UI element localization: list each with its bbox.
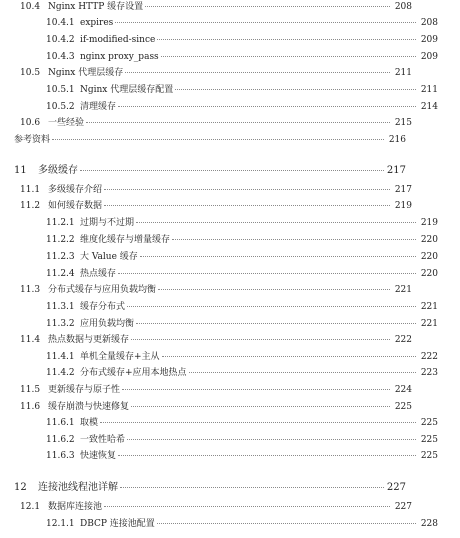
entry-title: 更新缓存与原子性 xyxy=(48,385,121,395)
entry-title: 分布式缓存+应用本地热点 xyxy=(80,368,187,378)
dot-leader xyxy=(131,405,390,407)
entry-number: 10.5.1 xyxy=(46,85,75,95)
chapter-page: 227 xyxy=(386,482,406,493)
entry-page: 209 xyxy=(420,35,438,45)
toc-entry[interactable] xyxy=(0,269,460,280)
toc-entry[interactable] xyxy=(0,519,460,530)
entry-number: 10.4 xyxy=(20,2,41,12)
dot-leader xyxy=(120,486,384,488)
entry-page: 211 xyxy=(420,85,438,95)
entry-title: 多级缓存介绍 xyxy=(48,185,103,195)
entry-number: 10.4.1 xyxy=(46,18,75,28)
entry-title: nginx proxy_pass xyxy=(80,52,159,62)
entry-page: 224 xyxy=(394,385,412,395)
toc-entry[interactable] xyxy=(0,201,434,212)
entry-page: 217 xyxy=(394,185,412,195)
entry-title: 热点数据与更新缓存 xyxy=(48,335,130,345)
entry-title: DBCP 连接池配置 xyxy=(80,519,155,529)
entry-title: 如何缓存数据 xyxy=(48,201,103,211)
entry-number: 11.5 xyxy=(20,385,41,395)
entry-title: 分布式缓存与应用负载均衡 xyxy=(48,285,157,295)
entry-title: 一些经验 xyxy=(48,118,85,128)
entry-number: 11.2.1 xyxy=(46,218,75,228)
toc-entry[interactable] xyxy=(0,451,460,462)
dot-leader xyxy=(127,438,416,440)
entry-title: Nginx HTTP 缓存设置 xyxy=(48,2,144,12)
entry-number: 11.1 xyxy=(20,185,41,195)
toc-entry[interactable] xyxy=(0,302,460,313)
toc-entry[interactable] xyxy=(0,285,434,296)
entry-page: 221 xyxy=(420,319,438,329)
entry-number: 11.4.1 xyxy=(46,352,75,362)
toc-entry[interactable] xyxy=(0,418,460,429)
dot-leader xyxy=(118,454,416,456)
entry-number: 12.1.1 xyxy=(46,519,75,529)
toc-entry[interactable] xyxy=(0,319,460,330)
dot-leader xyxy=(125,71,390,73)
chapter-page: 217 xyxy=(386,165,406,176)
entry-page: 214 xyxy=(420,102,438,112)
entry-title: 快速恢复 xyxy=(80,451,117,461)
dot-leader xyxy=(140,255,416,257)
entry-page: 220 xyxy=(420,252,438,262)
entry-page: 225 xyxy=(420,418,438,428)
entry-number: 10.6 xyxy=(20,118,41,128)
toc-entry[interactable] xyxy=(0,35,460,46)
toc-entry[interactable] xyxy=(0,385,434,396)
toc-chapter[interactable] xyxy=(0,165,428,176)
dot-leader xyxy=(162,355,416,357)
entry-title: expires xyxy=(80,18,114,28)
dot-leader xyxy=(118,105,416,107)
dot-leader xyxy=(115,21,416,23)
toc-entry[interactable] xyxy=(0,185,434,196)
toc-chapter[interactable] xyxy=(0,482,428,493)
entry-title: 单机全量缓存+主从 xyxy=(80,352,160,362)
entry-number: 12.1 xyxy=(20,502,41,512)
entry-page: 220 xyxy=(420,235,438,245)
dot-leader xyxy=(136,221,416,223)
chapter-title: 多级缓存 xyxy=(38,165,78,176)
toc-entry[interactable] xyxy=(0,135,428,146)
entry-page: 208 xyxy=(394,2,412,12)
entry-title: Nginx 代理层缓存配置 xyxy=(80,85,174,95)
dot-leader xyxy=(104,204,390,206)
toc-entry[interactable] xyxy=(0,252,460,263)
dot-leader xyxy=(157,522,416,524)
dot-leader xyxy=(158,288,390,290)
entry-number: 10.4.3 xyxy=(46,52,75,62)
entry-number: 11.4.2 xyxy=(46,368,75,378)
toc-entry[interactable] xyxy=(0,352,460,363)
toc-entry[interactable] xyxy=(0,335,434,346)
dot-leader xyxy=(104,505,390,507)
entry-page: 225 xyxy=(420,451,438,461)
entry-title: 数据库连接池 xyxy=(48,502,103,512)
entry-number: 11.2 xyxy=(20,201,41,211)
entry-page: 220 xyxy=(420,269,438,279)
entry-title: 缓存分布式 xyxy=(80,302,126,312)
dot-leader xyxy=(175,88,416,90)
toc-entry[interactable] xyxy=(0,502,434,513)
dot-leader xyxy=(131,338,390,340)
entry-page: 211 xyxy=(394,68,412,78)
dot-leader xyxy=(136,322,416,324)
entry-title: 过期与不过期 xyxy=(80,218,135,228)
entry-title: 大 Value 缓存 xyxy=(80,252,138,262)
toc-entry[interactable] xyxy=(0,52,460,63)
toc-entry[interactable] xyxy=(0,235,460,246)
chapter-number: 12 xyxy=(14,482,27,493)
toc-entry[interactable] xyxy=(0,2,434,13)
entry-title: 参考资料 xyxy=(14,135,51,145)
dot-leader xyxy=(118,272,416,274)
entry-number: 11.2.4 xyxy=(46,269,75,279)
dot-leader xyxy=(100,421,416,423)
dot-leader xyxy=(145,5,390,7)
dot-leader xyxy=(189,371,416,373)
dot-leader xyxy=(161,55,416,57)
entry-number: 11.6.1 xyxy=(46,418,75,428)
entry-title: Nginx 代理层缓存 xyxy=(48,68,124,78)
entry-page: 222 xyxy=(420,352,438,362)
dot-leader xyxy=(52,138,384,140)
toc-entry[interactable] xyxy=(0,18,460,29)
entry-title: 一致性哈希 xyxy=(80,435,126,445)
entry-title: 缓存崩溃与快速修复 xyxy=(48,402,130,412)
toc-entry[interactable] xyxy=(0,402,434,413)
toc-entry[interactable] xyxy=(0,368,460,379)
entry-number: 11.6.2 xyxy=(46,435,75,445)
entry-number: 11.3 xyxy=(20,285,41,295)
entry-number: 10.5.2 xyxy=(46,102,75,112)
toc-entry[interactable] xyxy=(0,118,434,129)
entry-title: 取模 xyxy=(80,418,99,428)
entry-page: 228 xyxy=(420,519,438,529)
toc-entry[interactable] xyxy=(0,435,460,446)
toc-entry[interactable] xyxy=(0,102,460,113)
toc-entry[interactable] xyxy=(0,68,434,79)
entry-number: 11.6 xyxy=(20,402,41,412)
entry-page: 215 xyxy=(394,118,412,128)
entry-number: 11.3.2 xyxy=(46,319,75,329)
dot-leader xyxy=(127,305,416,307)
entry-title: 热点缓存 xyxy=(80,269,117,279)
entry-number: 11.4 xyxy=(20,335,41,345)
dot-leader xyxy=(157,38,416,40)
entry-page: 225 xyxy=(394,402,412,412)
entry-title: 应用负载均衡 xyxy=(80,319,135,329)
entry-number: 10.5 xyxy=(20,68,41,78)
dot-leader xyxy=(172,238,416,240)
chapter-number: 11 xyxy=(14,165,27,176)
toc-entry[interactable] xyxy=(0,85,460,96)
dot-leader xyxy=(122,388,390,390)
entry-title: 维度化缓存与增量缓存 xyxy=(80,235,171,245)
dot-leader xyxy=(104,188,390,190)
toc-entry[interactable] xyxy=(0,218,460,229)
dot-leader xyxy=(86,121,390,123)
entry-title: 清理缓存 xyxy=(80,102,117,112)
entry-title: if-modified-since xyxy=(80,35,156,45)
entry-number: 11.3.1 xyxy=(46,302,75,312)
entry-number: 11.2.2 xyxy=(46,235,75,245)
entry-page: 225 xyxy=(420,435,438,445)
entry-number: 11.2.3 xyxy=(46,252,75,262)
entry-page: 223 xyxy=(420,368,438,378)
entry-page: 208 xyxy=(420,18,438,28)
chapter-title: 连接池线程池详解 xyxy=(38,482,118,493)
entry-number: 10.4.2 xyxy=(46,35,75,45)
dot-leader xyxy=(80,169,384,171)
entry-page: 219 xyxy=(394,201,412,211)
entry-page: 221 xyxy=(394,285,412,295)
entry-number: 11.6.3 xyxy=(46,451,75,461)
entry-page: 216 xyxy=(388,135,406,145)
entry-page: 227 xyxy=(394,502,412,512)
entry-page: 222 xyxy=(394,335,412,345)
entry-page: 209 xyxy=(420,52,438,62)
entry-page: 219 xyxy=(420,218,438,228)
entry-page: 221 xyxy=(420,302,438,312)
